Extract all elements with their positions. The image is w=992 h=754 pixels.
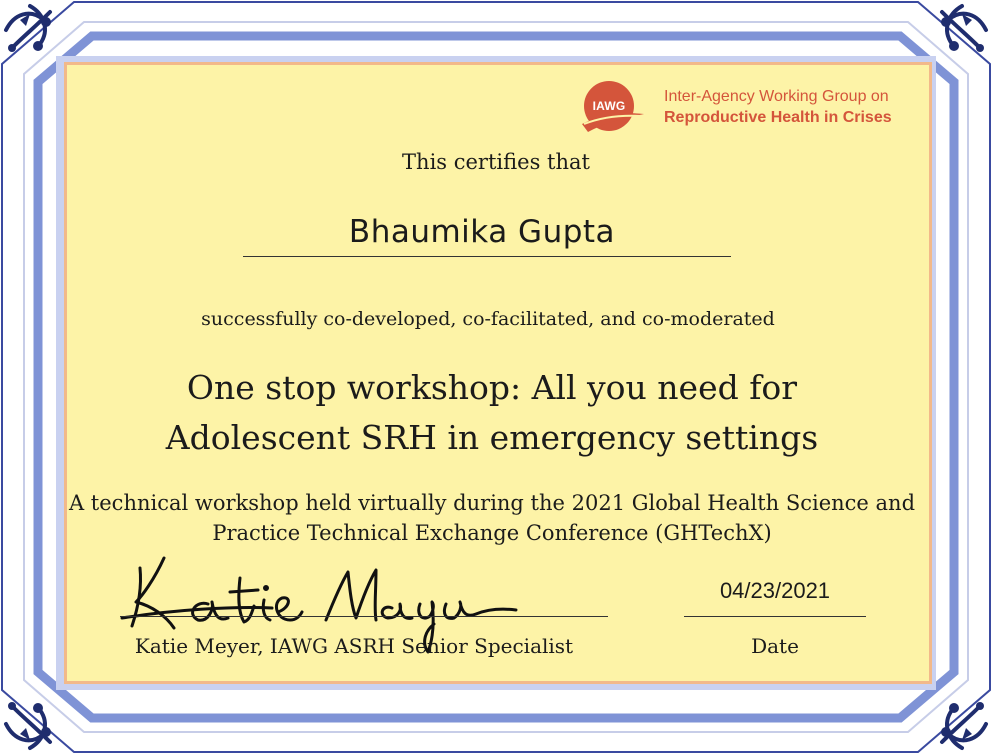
date-label: Date — [751, 634, 799, 658]
certifies-intro: This certifies that — [402, 150, 590, 174]
workshop-title-line1: One stop workshop: All you need for — [186, 368, 798, 407]
organization-name-line1: Inter-Agency Working Group on — [664, 88, 889, 105]
fleur-scroll-ornament-icon — [0, 690, 64, 754]
logo-abbreviation: IAWG — [592, 99, 626, 113]
signature-line — [120, 616, 608, 617]
workshop-description-line1: A technical workshop held virtually during the 2021 Global Health Science and — [68, 491, 916, 515]
organization-name-line2: Reproductive Health in Crises — [664, 109, 892, 126]
recipient-underline — [243, 256, 731, 257]
date-line — [684, 616, 866, 617]
workshop-title-line2: Adolescent SRH in emergency settings — [165, 418, 819, 457]
achievement-statement: successfully co-developed, co-facilitated, and co-moderated — [201, 308, 775, 330]
signer-name-title: Katie Meyer, IAWG ASRH Senior Specialist — [134, 634, 574, 658]
fleur-scroll-ornament-icon — [928, 690, 992, 754]
recipient-name: Bhaumika Gupta — [348, 214, 616, 250]
fleur-scroll-ornament-icon — [0, 0, 64, 64]
certificate-date: 04/23/2021 — [719, 578, 831, 603]
organization-logo — [580, 80, 920, 136]
workshop-description-line2: Practice Technical Exchange Conference (GHTechX) — [212, 521, 772, 545]
fleur-scroll-ornament-icon — [928, 0, 992, 64]
